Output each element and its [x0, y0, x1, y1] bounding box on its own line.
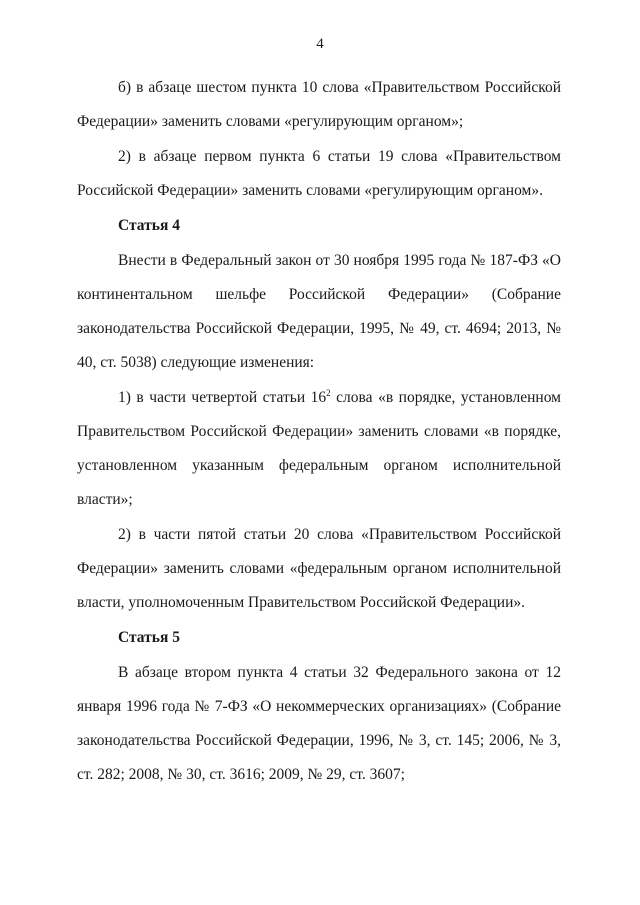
document-body	[77, 71, 561, 792]
item-1-text-end: слова «в порядке, установленном Правительством Российской Федерации» заменить словами «в порядке, установленном указанным федеральным органом исполнительной власти»;	[77, 389, 561, 508]
paragraph-article-4-item-2: 2) в части пятой статьи 20 слова «Правительством Российской Федерации» заменить словами «федеральным органом исполнительной власти, уполномоченным Правительством Российской Федерации».	[77, 526, 561, 611]
heading-article-5: Статья 5	[118, 629, 180, 646]
heading-article-4: Статья 4	[118, 217, 180, 234]
page-number: 4	[316, 36, 324, 52]
paragraph-amendment-b: б) в абзаце шестом пункта 10 слова «Правительством Российской Федерации» заменить словами «регулирующим органом»;	[77, 79, 561, 130]
paragraph-article-4-item-1	[77, 381, 561, 517]
paragraph-amendment-2: 2) в абзаце первом пункта 6 статьи 19 слова «Правительством Российской Федерации» заменить словами «регулирующим органом».	[77, 148, 561, 199]
item-1-text-start: 1) в части четвертой статьи 16	[118, 389, 327, 406]
paragraph-article-5-text: В абзаце втором пункта 4 статьи 32 Федерального закона от 12 января 1996 года № 7-ФЗ «О некоммерческих организациях» (Собрание законодательства Российской Федерации, 1996, № 3, ст. 145; 2006, № 3, ст. 282; 2008, № 30, ст. 3616; 2009, № 29, ст. 3607;	[77, 664, 561, 783]
item-1-superscript: 2	[326, 388, 331, 398]
paragraph-article-4-intro: Внести в Федеральный закон от 30 ноября 1995 года № 187-ФЗ «О континентальном шельфе Российской Федерации» (Собрание законодательства Российской Федерации, 1995, № 49, ст. 4694; 2013, № 40, ст. 5038) следующие изменения:	[77, 252, 561, 371]
